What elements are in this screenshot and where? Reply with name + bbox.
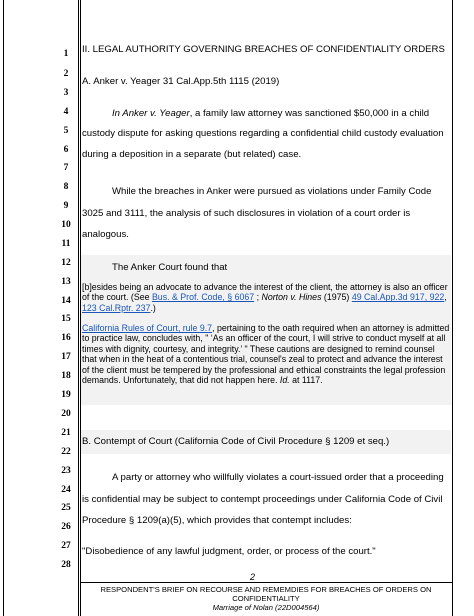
quote-text: (1975) — [321, 292, 352, 303]
quote-text: .) — [150, 302, 156, 313]
section-heading: II. LEGAL AUTHORITY GOVERNING BREACHES OF CONFIDENTIALITY ORDERS — [82, 44, 445, 55]
line-number: 9 — [63, 201, 69, 211]
line-number: 1 — [63, 49, 69, 59]
line-number: 13 — [61, 277, 71, 287]
court-found-text: The Anker Court found that — [112, 262, 228, 273]
quote-text: at 1117. — [289, 374, 323, 385]
line-number: 25 — [61, 503, 71, 513]
footer — [80, 585, 452, 612]
paragraph-1-line-2: custody dispute for asking questions regarding a confidential child custody evaluation — [82, 128, 444, 139]
line-number: 18 — [61, 371, 71, 381]
line-number: 11 — [61, 239, 71, 249]
line-number: 3 — [63, 88, 69, 98]
quote-text: , pertaining to the oath required when an attorney is admitted to practice law, concludes with, " ‘As an officer of the court, I will strive to conduct myself at all times with dignity, courtesy, and integrity.’ " These cautions are designed to remind counsel that when in the heat of a contentious trial, counsel's zeal to protect and advance the interest of the client must be tempered by the professional and ethical constraints the legal profession demands. Unfortunately, that did not happen here. — [82, 323, 450, 385]
line-number: 21 — [61, 428, 71, 438]
line-number: 20 — [61, 409, 71, 419]
line-number: 24 — [61, 485, 71, 495]
left-margin-rule-1 — [3, 0, 4, 616]
id-citation: Id. — [279, 374, 290, 385]
line-number: 12 — [61, 258, 71, 268]
page-number: 2 — [250, 572, 256, 582]
line-number: 15 — [61, 314, 71, 324]
footer-title-line-1: RESPONDENT'S BRIEF ON RECOURSE AND REMEMDIES FOR BREACHES OF ORDERS ON — [100, 585, 432, 594]
line-number: 26 — [61, 522, 71, 532]
line-number: 4 — [63, 107, 69, 117]
paragraph-3-line-1: A party or attorney who willfully violates a court-issued order that a proceeding — [112, 472, 444, 483]
line-number: 28 — [61, 560, 71, 570]
citation-link[interactable]: Bus. & Prof. Code, § 6067 — [151, 292, 255, 303]
paragraph-1-line-1 — [112, 108, 429, 119]
right-margin-rule — [452, 0, 453, 616]
line-number: 14 — [61, 296, 71, 306]
line-number: 6 — [63, 145, 69, 155]
line-number: 17 — [61, 352, 71, 362]
quote-text: [b]esides being an advocate to advance the interest of the client, the attorney is also an officer of the court. (See — [82, 282, 448, 303]
quote-text: ; — [254, 292, 262, 303]
line-number: 10 — [61, 220, 71, 230]
line-number: 16 — [61, 333, 71, 343]
footer-title-line-2: CONFIDENTIALITY — [232, 594, 300, 604]
line-number: 23 — [61, 466, 71, 476]
paragraph-2-line-3: analogous. — [82, 229, 129, 240]
subheading-b: B. Contempt of Court (California Code of Civil Procedure § 1209 et seq.) — [82, 436, 390, 447]
paragraph-3-line-3: Procedure § 1209(a)(5), which provides that contempt includes: — [82, 515, 352, 526]
block-quote-1 — [82, 282, 450, 313]
line-number: 22 — [61, 447, 71, 457]
paragraph-2-line-1: While the breaches in Anker were pursued as violations under Family Code — [112, 186, 432, 197]
rules-of-court-link[interactable]: California Rules of Court, rule 9.7 — [82, 323, 213, 333]
citation-link[interactable]: 123 Cal.Rptr. 237 — [82, 302, 151, 313]
subheading-a: A. Anker v. Yeager 31 Cal.App.5th 1115 (2019) — [82, 76, 280, 87]
line-number: 8 — [63, 182, 69, 192]
quote-text: , — [444, 292, 447, 303]
block-quote-2 — [82, 323, 450, 385]
footer-rule — [80, 582, 452, 583]
line-number: 27 — [61, 541, 71, 551]
footer-case-caption: Marriage of Nolan (22D004564) — [212, 603, 320, 613]
case-name: Norton v. Hines — [261, 292, 322, 303]
paragraph-1-text: , a family law attorney was sanctioned $50,000 in a child — [189, 108, 430, 119]
citation-link[interactable]: 49 Cal.App.3d 917, 922 — [351, 292, 445, 303]
line-number: 5 — [63, 126, 69, 136]
line-number: 7 — [63, 163, 69, 173]
left-margin-rule-2 — [78, 0, 79, 616]
line-number: 2 — [63, 69, 69, 79]
case-name: In Anker v. Yeager — [112, 108, 190, 119]
line-number: 19 — [61, 390, 71, 400]
paragraph-1-line-3: during a deposition in a separate (but related) case. — [82, 149, 302, 160]
quote-disobedience: "Disobedience of any lawful judgment, order, or process of the court." — [82, 546, 376, 557]
paragraph-2-line-2: 3025 and 3111, the analysis of such disclosures in violation of a court order is — [82, 208, 411, 219]
paragraph-3-line-2: is confidential may be subject to contempt proceedings under California Code of Civil — [82, 494, 443, 505]
